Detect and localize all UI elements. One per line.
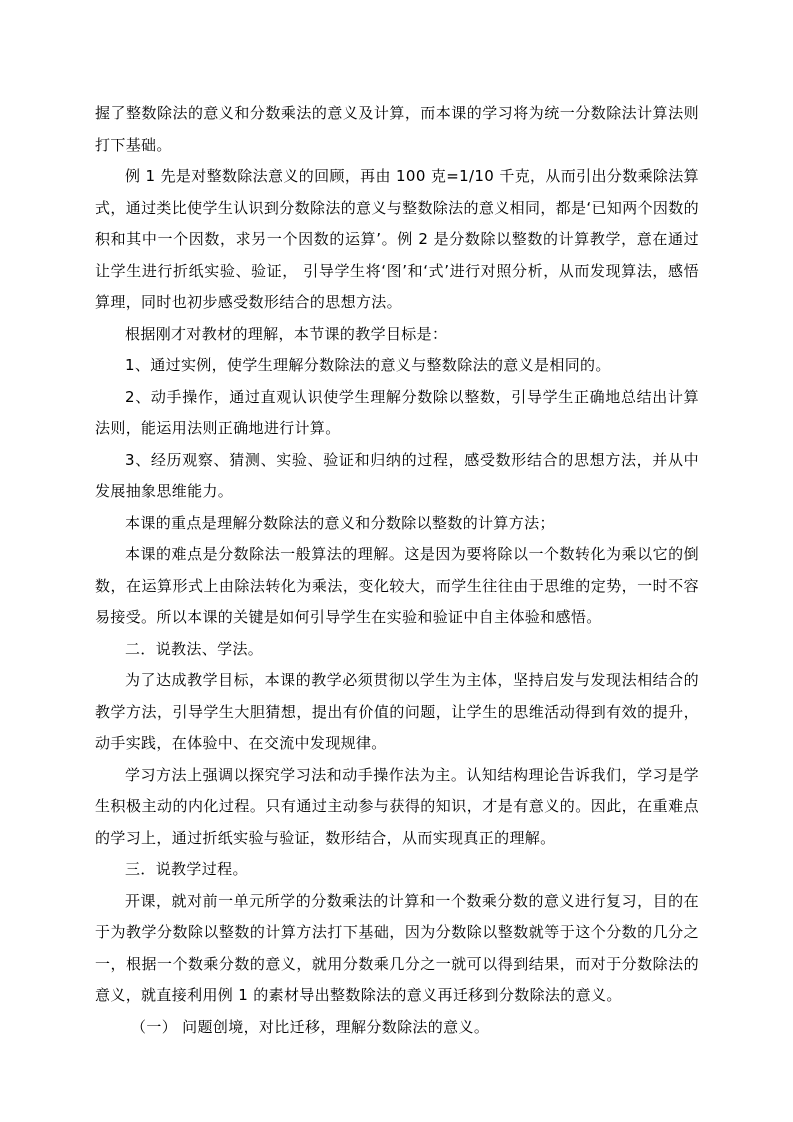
- section-heading-process: 三．说教学过程。: [125, 860, 248, 878]
- paragraph-difficulty: 本课的难点是分数除法一般算法的理解。这是因为要将除以一个数转化为乘以它的倒数，在运算形式上由除法转化为乘法，变化较大，而学生往往由于思维的定势，一时不容易接受。所以本课的关键是如何引导学生在实验和验证中自主体验和感悟。: [95, 545, 699, 626]
- paragraph-key-point: 本课的重点是理解分数除法的意义和分数除以整数的计算方法；: [125, 513, 555, 532]
- paragraph-opening: 开课，就对前一单元所学的分数乘法的计算和一个数乘分数的意义进行复习，目的在于为教学分数除以整数的计算方法打下基础，因为分数除以整数就等于这个分数的几分之一，根据一个数乘分数的意义，就用分数乘几分之一就可以得到结果，而对于分数除法的意义，就直接利用例 1 的素材导出整数除法的意义再迁移到分数除法的意义。: [95, 891, 699, 1004]
- paragraph-teaching-method: 为了达成教学目标，本课的教学必须贯彻以学生为主体，坚持启发与发现法相结合的教学方法，引导学生大胆猜想，提出有价值的问题，让学生的思维活动得到有效的提升，动手实践，在体验中、在交流中发现规律。: [95, 671, 699, 752]
- document-body: [95, 98, 699, 1043]
- paragraph-continuation: 握了整数除法的意义和分数乘法的意义及计算，而本课的学习将为统一分数除法计算法则打下基础。: [95, 104, 699, 154]
- paragraph-goals-intro: 根据刚才对教材的理解，本节课的教学目标是：: [125, 324, 448, 343]
- subsection-heading-1: （一） 问题创境，对比迁移，理解分数除法的意义。: [131, 1017, 490, 1036]
- goal-item-3: 3、经历观察、猜测、实验、验证和归纳的过程，感受数形结合的思想方法，并从中发展抽象思维能力。: [95, 450, 699, 500]
- section-heading-methods: 二．说教法、学法。: [125, 639, 264, 658]
- goal-item-2: 2、动手操作，通过直观认识使学生理解分数除以整数，引导学生正确地总结出计算法则，能运用法则正确地进行计算。: [95, 387, 699, 437]
- paragraph-example-analysis: 例 1 先是对整数除法意义的回顾，再由 100 克=1/10 千克，从而引出分数乘除法算式，通过类比使学生认识到分数除法的意义与整数除法的意义相同，都是‘已知两个因数的积和其中一个因数，求另一个因数的运算’。例 2 是分数除以整数的计算教学，意在通过让学生进行折纸实验、验证， 引导学生将‘图’和‘式’进行对照分析，从而发现算法，感悟算理，同时也初步感受数形结合的思想方法。: [95, 167, 699, 311]
- paragraph-learning-method: 学习方法上强调以探究学习法和动手操作法为主。认知结构理论告诉我们，学习是学生积极主动的内化过程。只有通过主动参与获得的知识，才是有意义的。因此，在重难点的学习上，通过折纸实验与验证，数形结合，从而实现真正的理解。: [95, 765, 699, 847]
- goal-item-1: 1、通过实例，使学生理解分数除法的意义与整数除法的意义是相同的。: [125, 356, 611, 374]
